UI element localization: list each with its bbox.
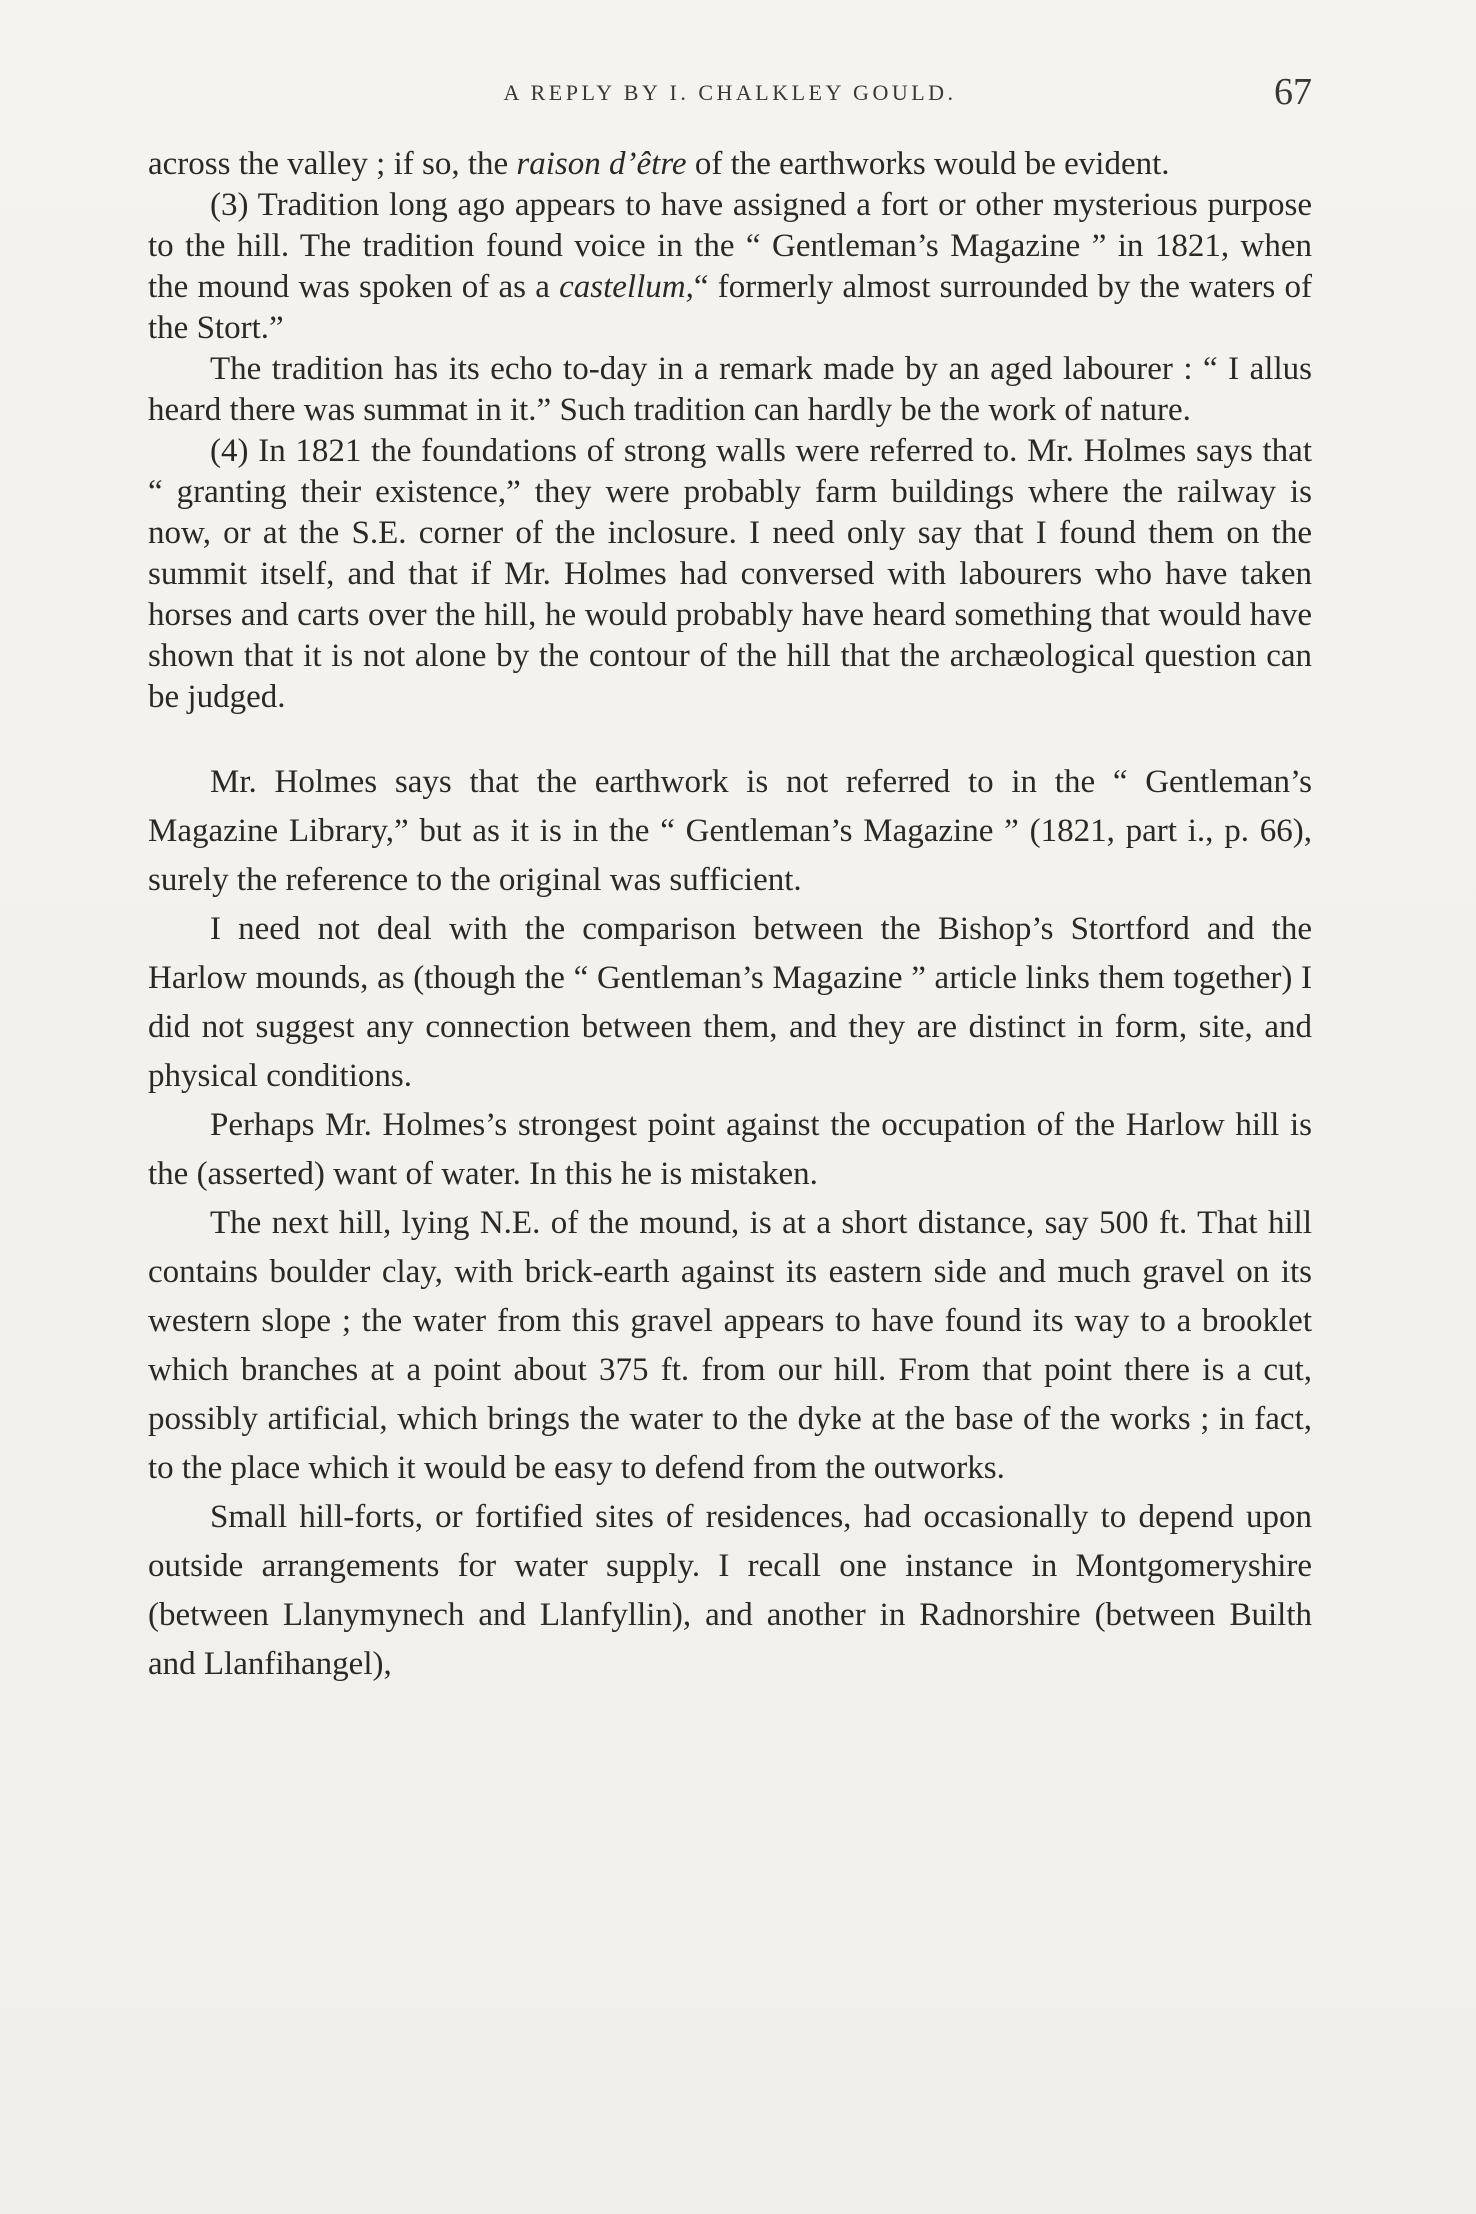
paragraph-2 bbox=[148, 185, 1312, 349]
paragraph-2-italic: castellum, bbox=[559, 269, 694, 305]
running-head: A REPLY BY I. CHALKLEY GOULD. bbox=[503, 80, 957, 105]
paragraph-9: Small hill-forts, or fortified sites of residences, had occasionally to depend upon outside arrangements for water supply. I recall one instance in Montgomeryshire (between Llanymynech and Llanfyllin), and another in Radnorshire (between Builth and Llanfihangel), bbox=[148, 1499, 1312, 1682]
paragraph-2-text-end: “ formerly almost surrounded by the waters of the Stort.” bbox=[148, 269, 1312, 346]
paragraph-7: Perhaps Mr. Holmes’s strongest point against the occupation of the Harlow hill is the (asserted) want of water. In this he is mistaken. bbox=[148, 1107, 1312, 1192]
text-block-upper bbox=[148, 144, 1312, 718]
text-block-lower bbox=[148, 758, 1312, 1689]
paragraph-5: Mr. Holmes says that the earthwork is not referred to in the “ Gentleman’s Magazine Library,” but as it is in the “ Gentleman’s Magazine ” (1821, part i., p. 66), surely the reference to the original was sufficient. bbox=[148, 764, 1312, 898]
paragraph-1 bbox=[148, 144, 1312, 185]
paragraph-2-text: (3) Tradition long ago appears to have assigned a fort or other mysterious purpose to the hill. The tradition found voice in the “ Gentleman’s Magazine ” in 1821, when the mound was spoken of as a bbox=[148, 187, 1312, 305]
paragraph-6: I need not deal with the comparison between the Bishop’s Stortford and the Harlow mounds, as (though the “ Gentleman’s Magazine ” article links them together) I did not suggest any connection between them, and they are distinct in form, site, and physical conditions. bbox=[148, 911, 1312, 1094]
paragraph-8: The next hill, lying N.E. of the mound, is at a short distance, say 500 ft. That hill contains boulder clay, with brick-earth against its eastern side and much gravel on its western slope ; the water from this gravel appears to have found its way to a brooklet which branches at a point about 375 ft. from our hill. From that point there is a cut, possibly artificial, which brings the water to the dyke at the base of the works ; in fact, to the place which it would be easy to defend from the outworks. bbox=[148, 1205, 1312, 1486]
paragraph-1-text: across the valley ; if so, the bbox=[148, 146, 517, 182]
page-number: 67 bbox=[1274, 71, 1312, 113]
paragraph-1-italic: raison d’être bbox=[516, 146, 687, 182]
page-header bbox=[148, 70, 1312, 120]
body-text bbox=[148, 144, 1312, 1689]
paragraph-3: The tradition has its echo to-day in a remark made by an aged labourer : “ I allus heard there was summat in it.” Such tradition can hardly be the work of nature. bbox=[148, 351, 1312, 428]
paragraph-1-text-end: of the earthworks would be evident. bbox=[686, 146, 1170, 182]
paragraph-4: (4) In 1821 the foundations of strong walls were referred to. Mr. Holmes says that “ granting their existence,” they were probably farm buildings where the railway is now, or at the S.E. corner of the inclosure. I need only say that I found them on the summit itself, and that if Mr. Holmes had conversed with labourers who have taken horses and carts over the hill, he would probably have heard something that would have shown that it is not alone by the contour of the hill that the archæological question can be judged. bbox=[148, 433, 1312, 715]
